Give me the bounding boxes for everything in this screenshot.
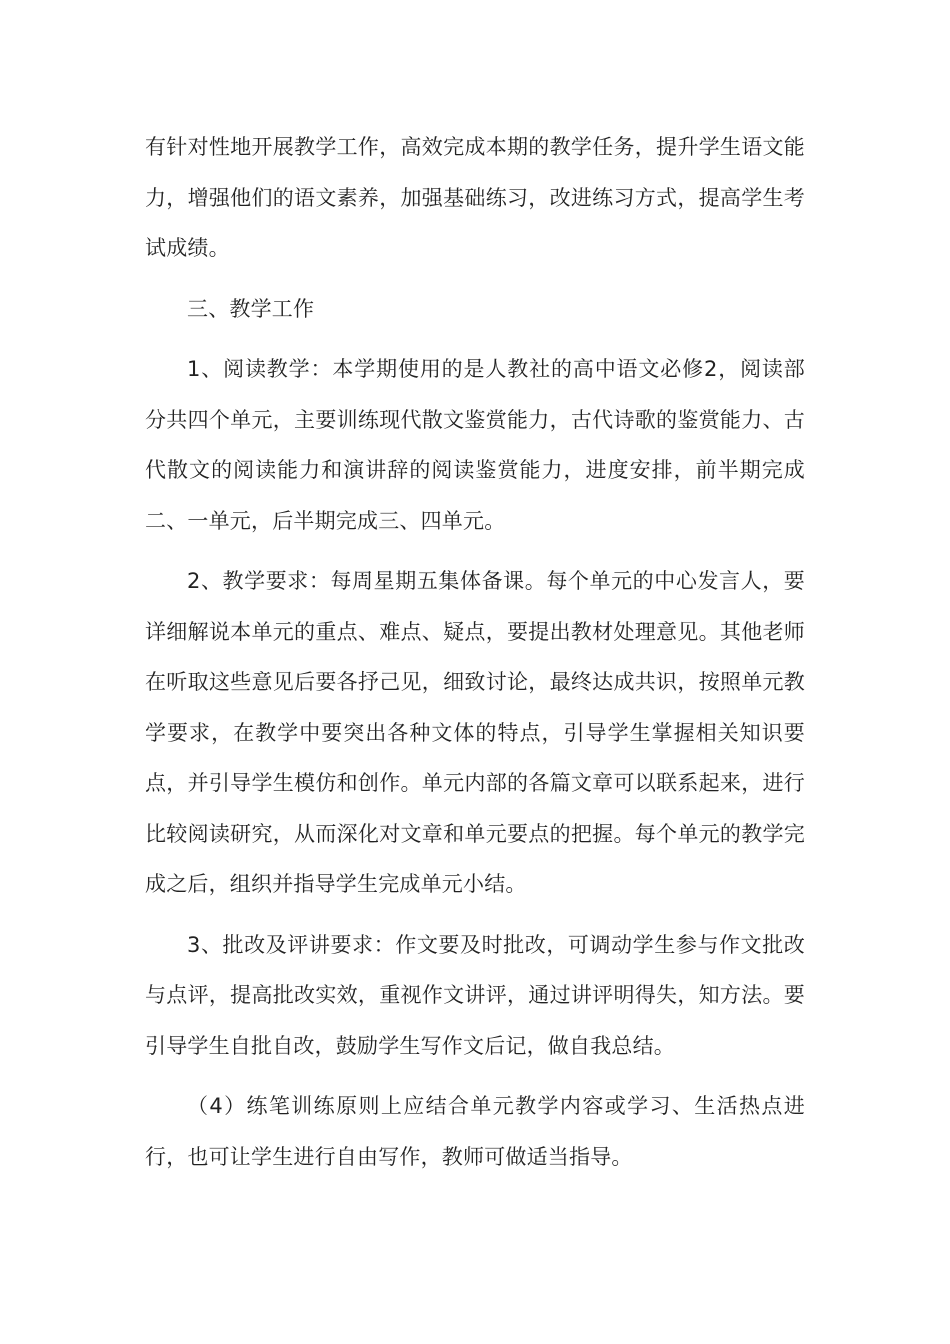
paragraph-teaching-requirements: 2、教学要求：每周星期五集体备课。每个单元的中心发言人，要详细解说本单元的重点、难点、疑点，要提出教材处理意见。其他老师在听取这些意见后要各抒己见，细致讨论，最终达成共识，按照单元教学要求，在教学中要突出各种文体的特点，引导学生掌握相关知识要点，并引导学生模仿和创作。单元内部的各篇文章可以联系起来，进行比较阅读研究，从而深化对文章和单元要点的把握。每个单元的教学完成之后，组织并指导学生完成单元小结。 xyxy=(145,569,805,896)
section-heading: 三、教学工作 xyxy=(187,296,315,321)
document-page xyxy=(145,122,805,1182)
paragraph-reading-teaching: 1、阅读教学：本学期使用的是人教社的高中语文必修2，阅读部分共四个单元，主要训练现代散文鉴赏能力，古代诗歌的鉴赏能力、古代散文的阅读能力和演讲辞的阅读鉴赏能力，进度安排，前半期完成二、一单元，后半期完成三、四单元。 xyxy=(145,357,805,533)
paragraph-continuation: 有针对性地开展教学工作，高效完成本期的教学任务，提升学生语文能力，增强他们的语文素养，加强基础练习，改进练习方式，提高学生考试成绩。 xyxy=(145,135,805,260)
paragraph-grading-requirements: 3、批改及评讲要求：作文要及时批改，可调动学生参与作文批改与点评，提高批改实效，重视作文讲评，通过讲评明得失，知方法。要引导学生自批自改，鼓励学生写作文后记，做自我总结。 xyxy=(145,932,805,1058)
paragraph-writing-practice: （4）练笔训练原则上应结合单元教学内容或学习、生活热点进行，也可让学生进行自由写作，教师可做适当指导。 xyxy=(145,1094,805,1169)
